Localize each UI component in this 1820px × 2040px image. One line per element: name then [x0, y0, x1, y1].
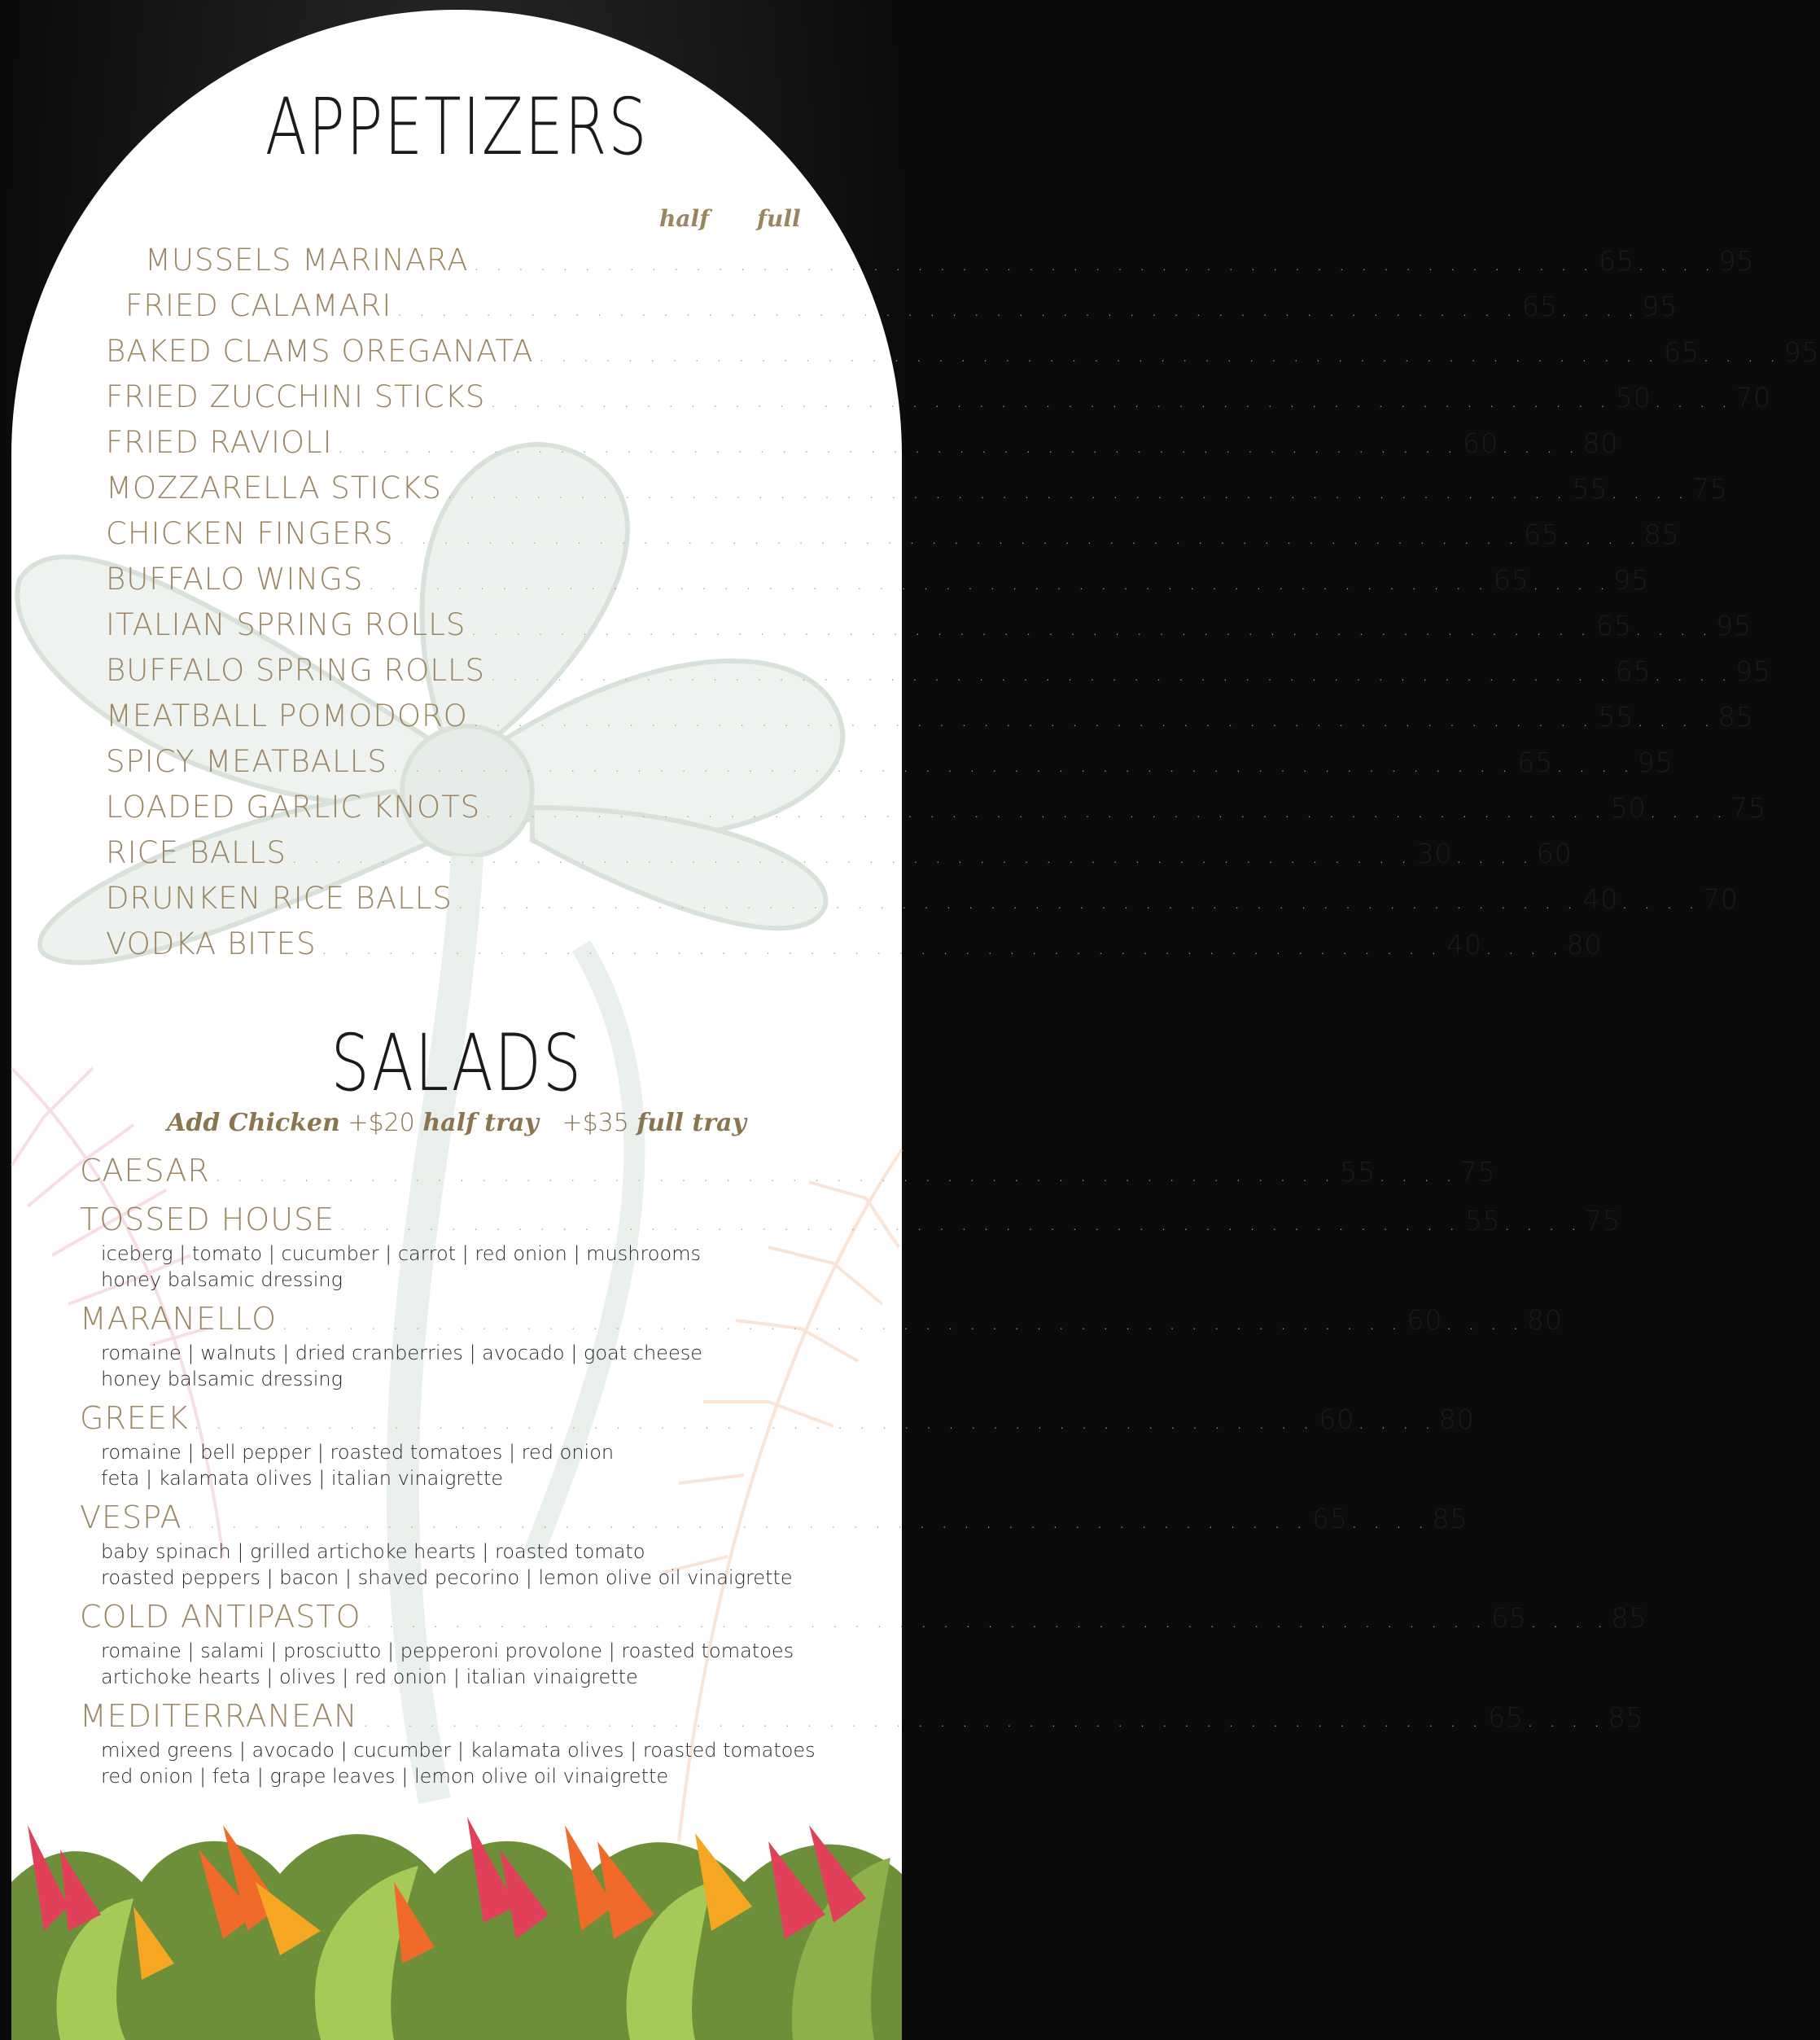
salad-full-price: 80: [1438, 1403, 1475, 1435]
salad-name: MEDITERRANEAN: [80, 1698, 358, 1734]
appetizer-row: [106, 653, 1771, 688]
appetizer-name: BUFFALO WINGS: [106, 562, 364, 597]
leader-dots: . . . . . . . . . . . . . . . . . . . . . . . . . . . . . . . . . . . . . . . . . . . . . . . . . . .: [339, 1212, 1460, 1235]
appetizer-row: [106, 516, 1680, 551]
appetizer-row: [106, 562, 1650, 597]
leader-dots: . . . . . . . . . . . . . . . . . . . . . . . . . . . . . . . . . . . . . . . . . . . . . . . . . . .: [365, 1609, 1487, 1632]
leader-dots: . . . . . . . . . . . . . . . . . . . . . . . . . . . . . . . . . . . . . . . . . . . . . . . . . . .: [362, 1709, 1484, 1731]
leader-dots: . . . . . . . . . . . . . . . . . . . . . . . . . . . . . . . . . . . . . . . . . . . . . . . . . . .: [291, 845, 1412, 868]
appetizer-half-price: 65: [1599, 245, 1635, 277]
appetizer-full-price: 95: [1716, 610, 1752, 641]
price-leader-dots: . . . .: [1455, 845, 1533, 868]
leader-dots: . . . . . . . . . . . . . . . . . . . . . . . . . . . . . . . . . . . . . . . . . . . . . . . . . . .: [281, 1311, 1402, 1334]
salad-name: CAESAR: [80, 1153, 210, 1189]
leader-dots: . . . . . . . . . . . . . . . . . . . . . . . . . . . . . . . . . . . . . . . . . . . . . . . . . . .: [457, 891, 1578, 913]
leader-dots: . . . . . . . . . . . . . . . . . . . . . . . . . . . . . . . . . . . . . . . . . . . . . . . . . . .: [490, 389, 1611, 412]
salad-name: VESPA: [80, 1499, 182, 1535]
appetizer-half-price: 65: [1521, 291, 1558, 322]
appetizer-row: [106, 744, 1673, 779]
leader-dots: . . . . . . . . . . . . . . . . . . . . . . . . . . . . . . . . . . . . . . . . . . . . . . . . . . .: [214, 1163, 1336, 1186]
add-chicken-note: [11, 1109, 902, 1137]
salad-row: [80, 1301, 1563, 1337]
appetizer-row: [106, 881, 1739, 916]
leader-dots: . . . . . . . . . . . . . . . . . . . . . . . . . . . . . . . . . . . . . . . . . . . . . . . . . . .: [470, 617, 1591, 640]
appetizer-name: BAKED CLAMS OREGANATA: [106, 334, 534, 369]
price-leader-dots: . . . .: [1654, 389, 1733, 412]
salad-name: GREEK: [80, 1400, 189, 1436]
leader-dots: . . . . . . . . . . . . . . . . . . . . . . . . . . . . . . . . . . . . . . . . . . . . . . . . . . .: [538, 344, 1660, 366]
price-leader-dots: . . . .: [1358, 1411, 1436, 1434]
price-leader-dots: . . . .: [1621, 891, 1700, 913]
appetizer-half-price: 65: [1493, 564, 1529, 596]
menu-content: [11, 10, 1820, 2040]
add-chicken-half-label: half tray: [422, 1109, 539, 1137]
appetizer-row: [106, 379, 1772, 414]
price-leader-dots: . . . .: [1527, 1709, 1605, 1731]
appetizer-name: ITALIAN SPRING ROLLS: [106, 607, 466, 642]
salad-half-price: 65: [1491, 1602, 1528, 1634]
salads-heading: SALADS: [330, 1018, 583, 1109]
leader-dots: . . . . . . . . . . . . . . . . . . . . . . . . . . . . . . . . . . . . . . . . . . . . . . . . . . .: [186, 1510, 1308, 1533]
price-leader-dots: . . . .: [1649, 799, 1728, 822]
appetizer-name: DRUNKEN RICE BALLS: [106, 881, 453, 916]
leader-dots: . . . . . . . . . . . . . . . . . . . . . . . . . . . . . . . . . . . . . . . . . . . . . . . . . . .: [368, 571, 1489, 594]
price-leader-dots: . . . .: [1556, 754, 1634, 777]
salad-row: [80, 1499, 1468, 1535]
leader-dots: . . . . . . . . . . . . . . . . . . . . . . . . . . . . . . . . . . . . . . . . . . . . . . . . . . .: [392, 754, 1513, 777]
salad-description-line: honey balsamic dressing: [101, 1268, 343, 1291]
leader-dots: . . . . . . . . . . . . . . . . . . . . . . . . . . . . . . . . . . . . . . . . . . . . . . . . . . .: [193, 1411, 1315, 1434]
price-leader-dots: . . . .: [1703, 344, 1781, 366]
menu-panel: [11, 10, 1820, 2040]
appetizer-name: FRIED RAVIOLI: [106, 425, 333, 460]
leader-dots: . . . . . . . . . . . . . . . . . . . . . . . . . . . . . . . . . . . . . . . . . . . . . . . . . . .: [398, 526, 1520, 549]
price-leader-dots: . . . .: [1502, 435, 1580, 457]
appetizer-row: [106, 835, 1573, 870]
appetizer-name: MUSSELS MARINARA: [145, 243, 469, 278]
appetizer-name: MEATBALL POMODORO: [106, 698, 468, 733]
salad-description-line: romaine | walnuts | dried cranberries | avocado | goat cheese: [101, 1342, 702, 1364]
salad-description-line: romaine | bell pepper | roasted tomatoes | red onion: [101, 1441, 615, 1464]
appetizers-heading: APPETIZERS: [265, 81, 649, 173]
appetizer-full-price: 85: [1717, 701, 1754, 733]
appetizer-half-price: 40: [1582, 883, 1619, 915]
price-leader-dots: . . . .: [1654, 663, 1732, 685]
appetizer-name: SPICY MEATBALLS: [106, 744, 387, 779]
appetizer-full-price: 95: [1642, 291, 1678, 322]
salad-description-line: romaine | salami | prosciutto | pepperoni provolone | roasted tomatoes: [101, 1639, 794, 1662]
appetizer-row: [106, 471, 1728, 506]
add-chicken-full-price: +$35: [562, 1109, 629, 1137]
salad-name: TOSSED HOUSE: [80, 1202, 335, 1237]
salad-half-price: 55: [1464, 1205, 1501, 1237]
salad-full-price: 75: [1459, 1156, 1496, 1188]
appetizer-half-price: 65: [1517, 746, 1554, 778]
price-leader-dots: . . . .: [1503, 1212, 1582, 1235]
salad-full-price: 85: [1611, 1602, 1647, 1634]
appetizer-full-price: 95: [1718, 245, 1755, 277]
appetizer-half-price: 55: [1572, 473, 1608, 505]
appetizer-full-price: 70: [1735, 382, 1772, 414]
appetizer-name: FRIED CALAMARI: [125, 288, 392, 323]
salad-full-price: 75: [1585, 1205, 1621, 1237]
appetizer-full-price: 60: [1536, 838, 1573, 869]
appetizer-half-price: 65: [1595, 610, 1632, 641]
leader-dots: . . . . . . . . . . . . . . . . . . . . . . . . . . . . . . . . . . . . . . . . . . . . . . . . . . .: [485, 799, 1606, 822]
salad-full-price: 80: [1526, 1304, 1563, 1336]
salad-half-price: 55: [1340, 1156, 1376, 1188]
appetizer-row: [106, 790, 1767, 825]
appetizer-row: [106, 698, 1754, 733]
appetizer-half-price: 50: [1610, 792, 1647, 824]
appetizer-name: CHICKEN FINGERS: [106, 516, 394, 551]
appetizer-full-price: 85: [1643, 519, 1680, 550]
price-leader-dots: . . . .: [1563, 526, 1641, 549]
salad-description-line: roasted peppers | bacon | shaved pecorino | lemon olive oil vinaigrette: [101, 1566, 793, 1589]
appetizer-name: BUFFALO SPRING ROLLS: [106, 653, 486, 688]
appetizer-half-price: 30: [1416, 838, 1453, 869]
appetizer-full-price: 75: [1691, 473, 1728, 505]
salad-description: [101, 1539, 850, 1591]
appetizer-half-price: 65: [1664, 336, 1700, 368]
leader-dots: . . . . . . . . . . . . . . . . . . . . . . . . . . . . . . . . . . . . . . . . . . . . . . . . . . .: [337, 435, 1459, 457]
appetizer-full-price: 95: [1613, 564, 1650, 596]
price-leader-dots: . . . .: [1446, 1311, 1524, 1334]
appetizer-name: RICE BALLS: [106, 835, 287, 870]
appetizer-half-price: 55: [1598, 701, 1634, 733]
leader-dots: . . . . . . . . . . . . . . . . . . . . . . . . . . . . . . . . . . . . . . . . . . . . . . . . . . .: [446, 480, 1568, 503]
appetizer-row: [145, 243, 1755, 278]
price-leader-dots: . . . .: [1611, 480, 1689, 503]
appetizer-full-price: 75: [1730, 792, 1767, 824]
add-chicken-full-label: full tray: [637, 1109, 746, 1137]
salad-row: [80, 1698, 1644, 1734]
salad-description: [101, 1439, 850, 1491]
full-column-header: full: [757, 205, 801, 232]
appetizer-row: [125, 288, 1678, 323]
salad-description-line: baby spinach | grilled artichoke hearts | roasted tomato: [101, 1540, 645, 1563]
appetizer-half-price: 65: [1524, 519, 1560, 550]
salad-description-line: red onion | feta | grape leaves | lemon olive oil vinaigrette: [101, 1765, 669, 1788]
salad-description: [101, 1737, 850, 1789]
salad-description: [101, 1638, 850, 1690]
price-leader-dots: . . . .: [1532, 571, 1611, 594]
appetizer-half-price: 50: [1615, 382, 1652, 414]
appetizer-full-price: 70: [1702, 883, 1739, 915]
salad-name: MARANELLO: [80, 1301, 277, 1337]
salad-description-line: iceberg | tomato | cucumber | carrot | red onion | mushrooms: [101, 1242, 702, 1265]
salad-description: [101, 1340, 850, 1392]
appetizer-name: LOADED GARLIC KNOTS: [106, 790, 481, 825]
salad-row: [80, 1599, 1647, 1635]
appetizer-full-price: 80: [1566, 929, 1603, 961]
salad-row: [80, 1202, 1621, 1237]
leader-dots: . . . . . . . . . . . . . . . . . . . . . . . . . . . . . . . . . . . . . . . . . . . . . . . . . . .: [490, 663, 1611, 685]
appetizer-row: [106, 926, 1603, 961]
appetizer-full-price: 95: [1637, 746, 1673, 778]
add-chicken-label: Add Chicken: [167, 1109, 340, 1137]
price-leader-dots: . . . .: [1485, 936, 1564, 959]
salad-description-line: honey balsamic dressing: [101, 1368, 343, 1390]
salad-row: [80, 1153, 1496, 1189]
salad-description-line: artichoke hearts | olives | red onion | italian vinaigrette: [101, 1666, 638, 1688]
salad-description-line: mixed greens | avocado | cucumber | kalamata olives | roasted tomatoes: [101, 1739, 816, 1762]
leader-dots: . . . . . . . . . . . . . . . . . . . . . . . . . . . . . . . . . . . . . . . . . . . . . . . . . . .: [473, 252, 1595, 275]
leader-dots: . . . . . . . . . . . . . . . . . . . . . . . . . . . . . . . . . . . . . . . . . . . . . . . . . . .: [472, 708, 1594, 731]
appetizer-row: [106, 334, 1820, 369]
appetizer-name: MOZZARELLA STICKS: [106, 471, 442, 506]
salad-description: [101, 1241, 850, 1293]
appetizer-full-price: 95: [1783, 336, 1820, 368]
price-leader-dots: . . . .: [1638, 252, 1716, 275]
salad-description-line: feta | kalamata olives | italian vinaigrette: [101, 1467, 504, 1490]
price-leader-dots: . . . .: [1560, 298, 1639, 321]
appetizer-full-price: 95: [1735, 655, 1771, 687]
leader-dots: . . . . . . . . . . . . . . . . . . . . . . . . . . . . . . . . . . . . . . . . . . . . . . . . . . .: [396, 298, 1517, 321]
salad-full-price: 85: [1432, 1503, 1468, 1534]
salad-full-price: 85: [1608, 1701, 1644, 1733]
appetizer-half-price: 60: [1463, 427, 1499, 459]
salad-half-price: 65: [1312, 1503, 1349, 1534]
salad-half-price: 65: [1488, 1701, 1525, 1733]
half-column-header: half: [659, 205, 710, 232]
appetizer-full-price: 80: [1582, 427, 1619, 459]
appetizer-name: VODKA BITES: [106, 926, 317, 961]
appetizer-half-price: 40: [1446, 929, 1483, 961]
salad-row: [80, 1400, 1475, 1436]
price-leader-dots: . . . .: [1637, 708, 1715, 731]
add-chicken-half-price: +$20: [348, 1109, 415, 1137]
appetizer-row: [106, 425, 1619, 460]
price-leader-dots: . . . .: [1379, 1163, 1457, 1186]
price-leader-dots: . . . .: [1530, 1609, 1608, 1632]
appetizer-row: [106, 607, 1752, 642]
salad-half-price: 60: [1407, 1304, 1443, 1336]
salad-half-price: 60: [1319, 1403, 1355, 1435]
price-leader-dots: . . . .: [1634, 617, 1713, 640]
leader-dots: . . . . . . . . . . . . . . . . . . . . . . . . . . . . . . . . . . . . . . . . . . . . . . . . . . .: [321, 936, 1442, 959]
salad-name: COLD ANTIPASTO: [80, 1599, 361, 1635]
appetizer-half-price: 65: [1615, 655, 1652, 687]
price-leader-dots: . . . .: [1351, 1510, 1429, 1533]
appetizer-name: FRIED ZUCCHINI STICKS: [106, 379, 486, 414]
